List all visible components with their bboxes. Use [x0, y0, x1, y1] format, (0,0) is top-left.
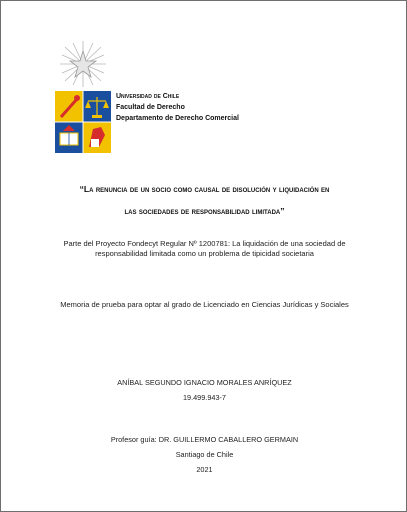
- university-logo: [53, 39, 113, 154]
- department-name: Departamento de Derecho Comercial: [116, 115, 239, 122]
- year: 2021: [196, 465, 213, 474]
- university-name: Universidad de Chile: [116, 93, 180, 100]
- city: Santiago de Chile: [175, 450, 234, 459]
- thesis-title: [21, 178, 388, 222]
- degree-statement: Memoria de prueba para optar al grado de Licenciado en Ciencias Jurídicas y Sociales: [60, 300, 349, 309]
- institution-block: [116, 91, 239, 124]
- title-line-1: “La renuncia de un socio como causal de disolución y liquidación en: [79, 184, 330, 194]
- university-shield-icon: [55, 91, 111, 153]
- faculty-name: Facultad de Derecho: [116, 104, 185, 111]
- guide-professor: Profesor guía: DR. GUILLERMO CABALLERO GERMAIN: [110, 435, 299, 444]
- star-emblem-icon: [53, 39, 113, 89]
- author-name: ANÍBAL SEGUNDO IGNACIO MORALES ANRÍQUEZ: [117, 378, 292, 387]
- title-line-2: las sociedades de responsabilidad limitada”: [124, 206, 285, 216]
- subtitle-line-2: responsabilidad limitada como un problema de tipicidad societaria: [95, 249, 314, 258]
- project-subtitle: [31, 239, 378, 259]
- subtitle-line-1: Parte del Proyecto Fondecyt Regular Nº 1200781: La liquidación de una sociedad de: [63, 239, 346, 248]
- author-id: 19.499.943-7: [182, 393, 226, 402]
